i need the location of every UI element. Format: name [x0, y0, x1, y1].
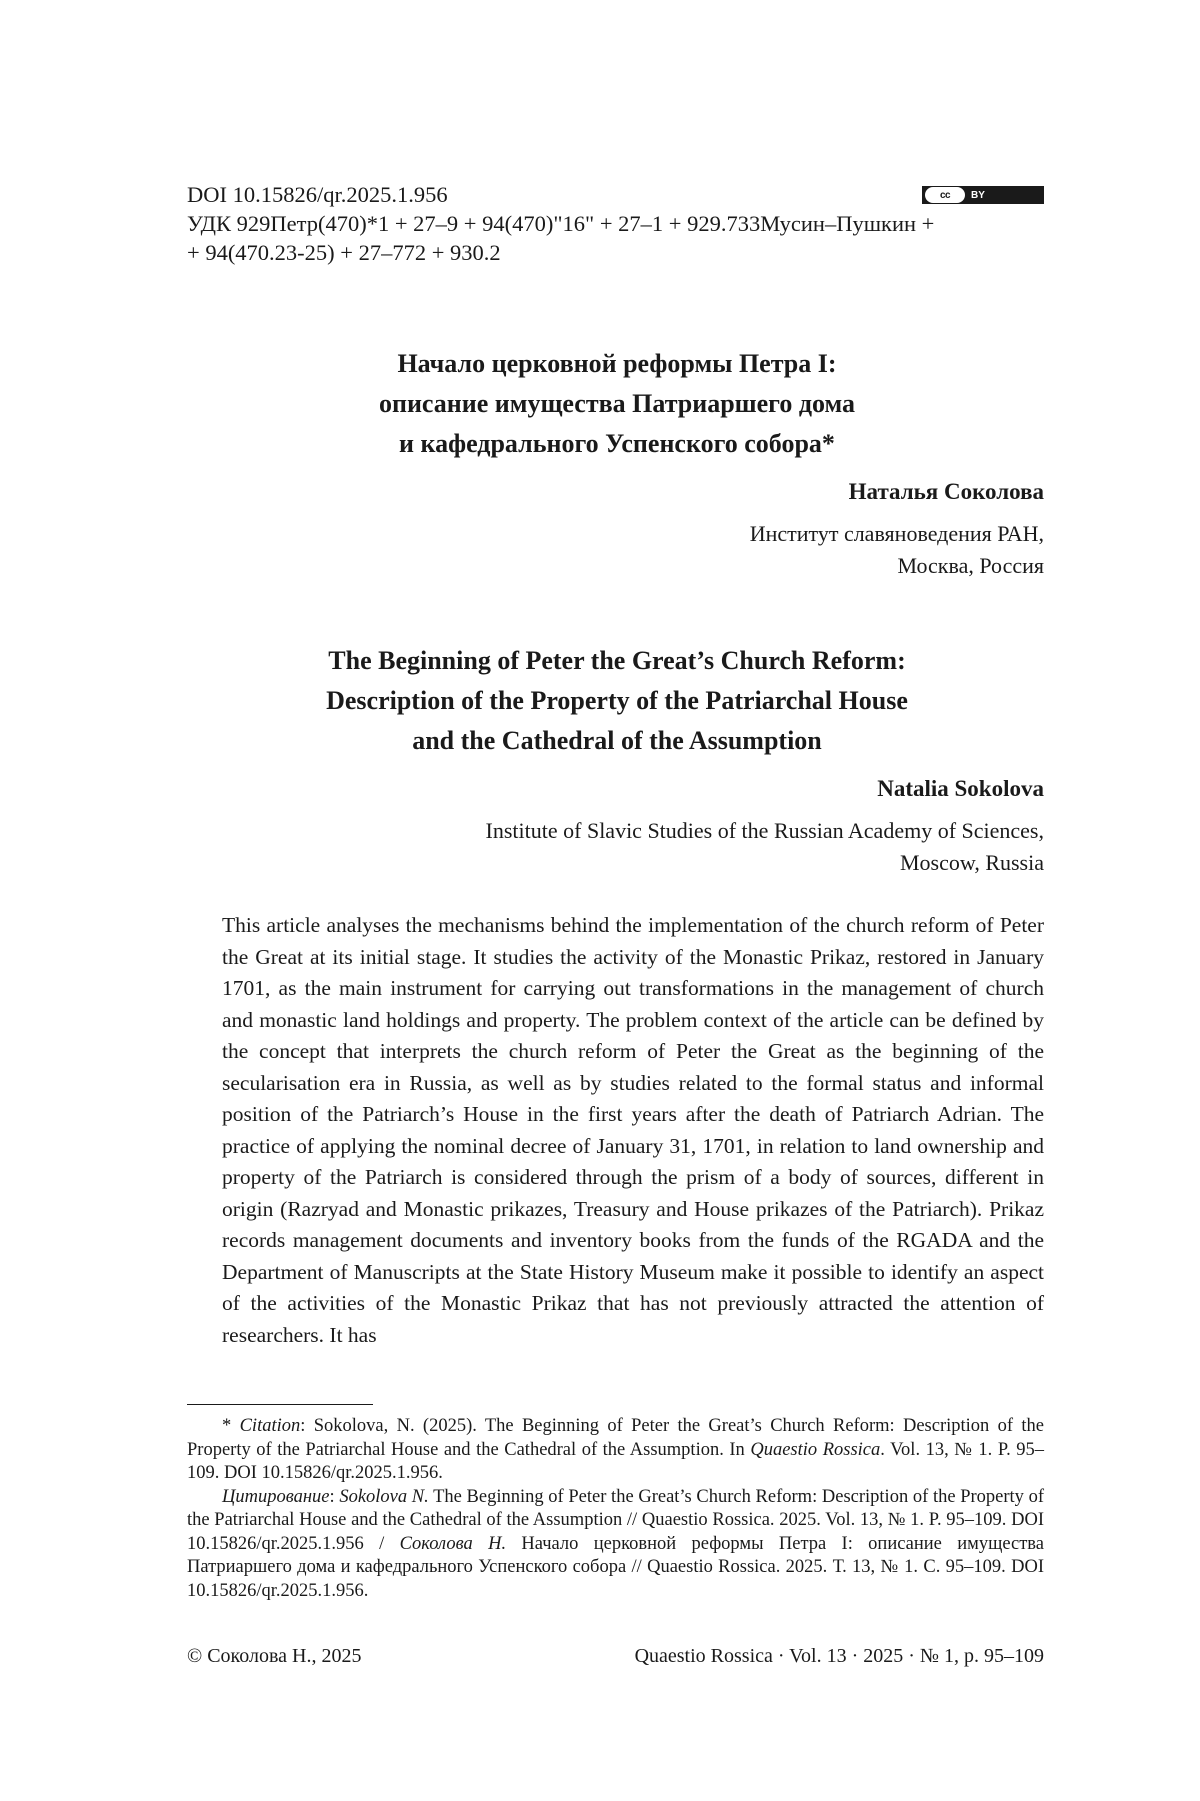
- title-english: [187, 641, 1047, 761]
- title-en-line-3: and the Cathedral of the Assumption: [412, 726, 822, 755]
- udc-line-1: УДК 929Петр(470)*1 + 27–9 + 94(470)"16" + 27–1 + 929.733Мусин–Пушкин +: [187, 211, 935, 236]
- title-ru-line-3: и кафедрального Успенского собора*: [399, 429, 835, 458]
- citation-ru-author-ru: Соколова Н.: [399, 1533, 507, 1554]
- citation-text-end: . Vol. 13, № 1. P. 95–109. DOI 10.15826/qr.2025.1.956.: [187, 1439, 1044, 1483]
- affiliation-en-line-2: Moscow, Russia: [899, 850, 1044, 875]
- author-name-russian: Наталья Соколова: [848, 479, 1044, 504]
- abstract-text: This article analyses the mechanisms behind the implementation of the church reform of Peter the Great at its initial stage. It studies the activity of the Monastic Prikaz, restored in January 1701, as the main instrument for carrying out transformations in the management of church and monastic land holdings and property. The problem context of the article can be defined by the concept that interprets the church reform of Peter the Great as the beginning of the secularisation era in Russia, as well as by studies related to the formal status and informal position of the Patriarch’s House in the first years after the death of Patriarch Adrian. The practice of applying the nominal decree of January 31, 1701, in relation to land ownership and property of the Patriarch is considered through the prism of a body of sources, different in origin (Razryad and Monastic prikazes, Treasury and House prikazes of the Patriarch). Prikaz records management documents and inventory books from the funds of the RGADA and the Department of Manuscripts at the State History Museum make it possible to identify an aspect of the activities of the Monastic Prikaz that has not previously attracted the attention of researchers. It has: [222, 913, 1044, 1347]
- citation-ru-text: The Beginning of Peter the Great’s Church Reform: Description of the Property of the Patriarchal House and the Cathedral of the Assumption // Quaestio Rossica. 2025. Vol. 13, № 1. P. 95–109. DOI 10.15826/qr.2025.1.956 /: [187, 1486, 1045, 1554]
- by-label: BY: [971, 189, 985, 201]
- page-footer: [187, 1643, 1044, 1669]
- title-ru-line-2: описание имущества Патриаршего дома: [378, 389, 856, 418]
- footnote-divider: [187, 1404, 373, 1405]
- citation-russian: [187, 1486, 1044, 1604]
- affiliation-en-line-1: Institute of Slavic Studies of the Russian Academy of Sciences,: [485, 818, 1044, 843]
- cc-by-license-icon: [922, 186, 1044, 204]
- citation-ru-text-end: Начало церковной реформы Петра I: описание имущества Патриаршего дома и кафедрального Успенского собора // Quaestio Rossica. 2025. Т. 13, № 1. С. 95–109. DOI 10.15826/qr.2025.1.956.: [187, 1533, 1045, 1601]
- affiliation-english: [244, 815, 1044, 879]
- citation-english: [187, 1415, 1044, 1486]
- citation-text: : Sokolova, N. (2025). The Beginning of Peter the Great’s Church Reform: Description of the Property of the Patriarchal House and the Cathedral of the Assumption. In: [187, 1416, 1044, 1460]
- affiliation-ru-line-2: Москва, Россия: [897, 553, 1044, 578]
- footnote-marker: *: [222, 1416, 240, 1436]
- title-en-line-1: The Beginning of Peter the Great’s Church Reform:: [328, 646, 906, 675]
- title-en-line-2: Description of the Property of the Patriarchal House: [326, 686, 908, 715]
- doi: DOI 10.15826/qr.2025.1.956: [187, 182, 448, 207]
- copyright: © Соколова Н., 2025: [187, 1645, 362, 1667]
- footnote: [187, 1415, 1044, 1603]
- udc-line-2: + 94(470.23-25) + 27–772 + 930.2: [187, 240, 501, 265]
- journal-reference: Quaestio Rossica · Vol. 13 · 2025 · № 1, p. 95–109: [634, 1645, 1044, 1667]
- cc-icon: cc: [925, 187, 965, 203]
- author-name-english: Natalia Sokolova: [877, 776, 1044, 801]
- affiliation-russian: [344, 518, 1044, 582]
- citation-ru-separator: :: [329, 1486, 340, 1507]
- title-russian: [187, 344, 1047, 464]
- citation-ru-author-en: Sokolova N.: [339, 1486, 429, 1507]
- citation-journal: Quaestio Rossica: [750, 1439, 881, 1460]
- citation-ru-label: Цитирование: [222, 1486, 330, 1507]
- affiliation-ru-line-1: Институт славяноведения РАН,: [749, 521, 1044, 546]
- article-metadata: [187, 180, 1047, 267]
- citation-label: Citation: [239, 1416, 301, 1436]
- title-ru-line-1: Начало церковной реформы Петра I:: [397, 349, 837, 378]
